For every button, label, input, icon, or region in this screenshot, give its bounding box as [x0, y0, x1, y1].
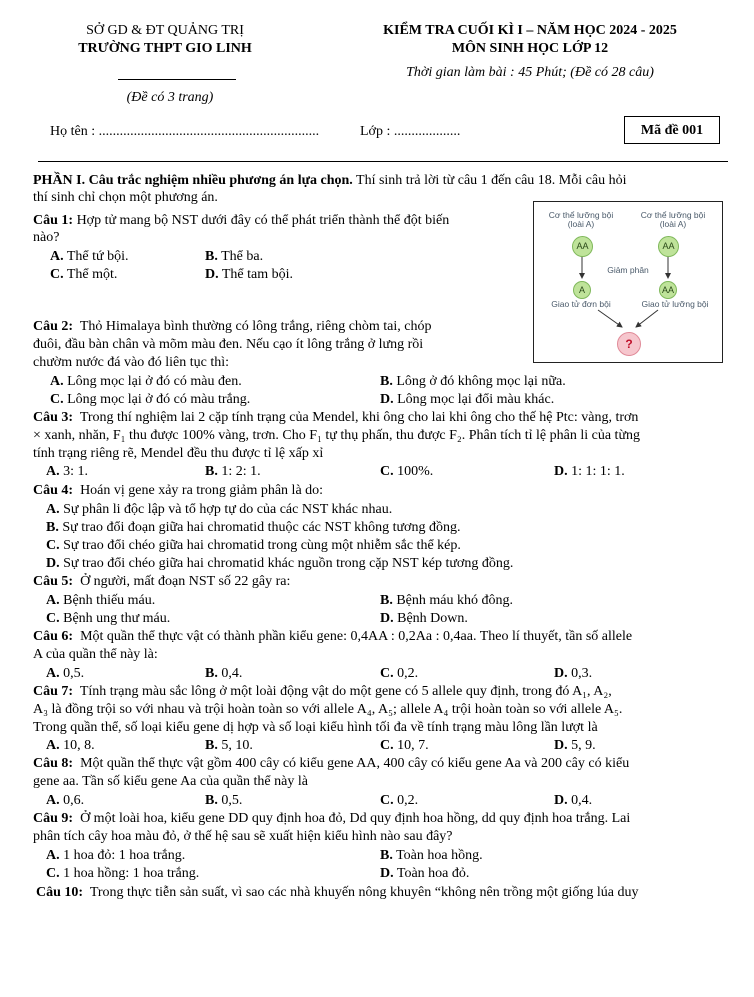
q7-option-b-text: 5, 10.: [217, 738, 253, 753]
q5-text-1: Ở người, mất đoạn NST số 22 gây ra:: [80, 574, 291, 589]
q2-option-c[interactable]: [50, 391, 250, 408]
q3-number: Câu 3:: [33, 410, 74, 425]
q8-text-2: gene aa. Tần số kiểu gene Aa của quần thể này là: [33, 774, 308, 789]
q4-option-a-text: Sự phân li độc lập và tổ hợp tự do của các NST khác nhau.: [59, 502, 393, 517]
q4-option-c-label: C.: [46, 538, 60, 553]
q8-option-d-text: 0,4.: [567, 793, 593, 808]
q3-option-a-label: A.: [46, 464, 60, 479]
q8-option-c[interactable]: [380, 792, 418, 809]
q7-line1: [33, 683, 723, 700]
q8-line1: [33, 755, 723, 772]
diagram-left-top: Cơ thể lưỡng bội: [548, 210, 614, 220]
q7-option-a[interactable]: [46, 737, 95, 754]
q3-option-c-label: C.: [380, 464, 394, 479]
diagram-zygote-unknown: [617, 332, 641, 356]
q1-option-b[interactable]: [205, 248, 263, 265]
q6-number: Câu 6:: [33, 629, 74, 644]
name-field: Họ tên : ...............................................................: [50, 124, 320, 139]
q5-line1: [33, 573, 723, 590]
q2-option-d-text: Lông mọc lại đổi màu khác.: [393, 392, 555, 407]
q10-number: Câu 10:: [36, 885, 84, 900]
q7-option-b-label: B.: [205, 738, 218, 753]
q3-option-d-text: 1: 1: 1: 1.: [567, 464, 625, 479]
q2-option-a[interactable]: [50, 373, 242, 390]
header-dept: SỞ GD & ĐT QUẢNG TRỊ: [86, 23, 244, 38]
q4-number: Câu 4:: [33, 483, 74, 498]
q3-text-2: × xanh, nhăn, F₁ thu được 100% vàng, trơn. Cho F₁ tự thụ phấn, thu được F₂. Phân tích tỉ lệ phân li của từng: [33, 428, 641, 443]
q1-option-a-text: Thể tứ bội.: [63, 249, 129, 264]
q6-option-c-text: 0,2.: [393, 666, 419, 681]
q7-option-d[interactable]: [554, 737, 596, 754]
q7-option-c-text: 10, 7.: [393, 738, 429, 753]
header-rule: [38, 161, 728, 162]
q5-option-d-text: Bệnh Down.: [393, 611, 468, 626]
q4-option-b-label: B.: [46, 520, 59, 535]
q2-number: Câu 2:: [33, 319, 74, 334]
q1-text-2: nào?: [33, 230, 60, 245]
q1-option-b-text: Thể ba.: [217, 249, 264, 264]
header-divider: [118, 79, 236, 80]
q7-option-a-text: 10, 8.: [59, 738, 95, 753]
q9-option-c-label: C.: [46, 866, 60, 881]
q9-text-2: phân tích cây hoa màu đỏ, ở thế hệ sau sẽ xuất hiện kiểu hình nào sau đây?: [33, 829, 453, 844]
q10-text-1: Trong thực tiễn sản suất, vì sao các nhà khuyến nông khuyên “không nên trồng một giống lúa duy: [89, 885, 639, 900]
part1-title: PHẦN I. Câu trắc nghiệm nhiều phương án lựa chọn.: [33, 173, 353, 188]
q7-option-b[interactable]: [205, 737, 253, 754]
q1-option-c-label: C.: [50, 267, 64, 282]
q9-option-a-text: 1 hoa đỏ: 1 hoa trắng.: [59, 848, 186, 863]
q8-option-b-label: B.: [205, 793, 218, 808]
diagram-gamete-a-left-label: A: [578, 284, 585, 295]
diagram-cell-aa-right-label: AA: [662, 241, 675, 251]
q2-option-d[interactable]: [380, 391, 554, 408]
q3-text-3: tính trạng riêng rẽ, Mendel đều thu được tỉ lệ xấp xỉ: [33, 446, 324, 461]
q1-option-c[interactable]: [50, 266, 117, 283]
q6-option-d-text: 0,3.: [567, 666, 593, 681]
q2-text-3: chườm nước đá vào đó liên tục thì:: [33, 355, 229, 370]
q7-text-3: Trong quần thể, số loại kiểu gene dị hợp và số loại kiểu hình tối đa về tính trạng màu lông lần lượt là: [33, 720, 598, 735]
q3-option-c-text: 100%.: [393, 464, 434, 479]
q9-option-d-label: D.: [380, 866, 394, 881]
exam-subject: MÔN SINH HỌC LỚP 12: [451, 41, 609, 56]
part1-instruction-a: Thí sinh trả lời từ câu 1 đến câu 18. Mỗi câu hỏi: [352, 173, 627, 188]
q4-line1: [33, 482, 723, 499]
diagram-right-top: Cơ thể lưỡng bội: [640, 210, 706, 220]
q1-option-a[interactable]: [50, 248, 129, 265]
part1-instruction-b: thí sinh chỉ chọn một phương án.: [33, 190, 218, 205]
q2-option-c-label: C.: [50, 392, 64, 407]
q8-option-d[interactable]: [554, 792, 592, 809]
q2-option-a-label: A.: [50, 374, 64, 389]
q1-line1: [33, 212, 528, 229]
q4-option-c-text: Sự trao đổi chéo giữa hai chromatid trong cùng một nhiễm sắc thể kép.: [59, 538, 461, 553]
q9-number: Câu 9:: [33, 811, 74, 826]
q6-option-d-label: D.: [554, 666, 568, 681]
part1-line1: [33, 172, 723, 189]
q2-option-c-text: Lông mọc lại ở đó có màu trắng.: [63, 392, 251, 407]
q7-option-a-label: A.: [46, 738, 60, 753]
q5-option-a-text: Bệnh thiếu máu.: [59, 593, 156, 608]
q6-option-a[interactable]: [46, 665, 84, 682]
q1-option-b-label: B.: [205, 249, 218, 264]
diagram-gamete-right-label: Giao tử lưỡng bội: [641, 299, 709, 309]
q5-option-c-text: Bệnh ung thư máu.: [59, 611, 171, 626]
q9-text-1: Ở một loài hoa, kiểu gene DD quy định hoa đỏ, Dd quy định hoa hồng, dd quy định hoa trắng. Lai: [80, 811, 631, 826]
header-school: TRƯỜNG THPT GIO LINH: [78, 41, 252, 56]
q2-option-b[interactable]: [380, 373, 566, 390]
q6-option-c[interactable]: [380, 665, 418, 682]
q7-option-d-label: D.: [554, 738, 568, 753]
q3-option-c[interactable]: [380, 463, 433, 480]
q2-text-2: đuôi, đầu bàn chân và mõm màu đen. Nếu cạo ít lông trắng ở lưng rồi: [33, 337, 424, 352]
exam-time: Thời gian làm bài : 45 Phút; (Đề có 28 câu): [406, 65, 654, 80]
q9-option-d-text: Toàn hoa đỏ.: [393, 866, 470, 881]
diagram-gamete-aa-right: [659, 281, 677, 299]
q3-option-d-label: D.: [554, 464, 568, 479]
q2-option-b-text: Lông ở đó không mọc lại nữa.: [392, 374, 566, 389]
q4-option-a-label: A.: [46, 502, 60, 517]
q1-text-1: Hợp tử mang bộ NST dưới đây có thể phát triển thành thể đột biến: [76, 213, 450, 228]
q7-text-2: A₃ là đồng trội so với nhau và trội hoàn toàn so với allele A₄, A₅; allele A₄ trội hoàn toàn so với allele A₅.: [33, 702, 623, 717]
q4-option-a[interactable]: [46, 501, 392, 518]
q9-option-b-text: Toàn hoa hồng.: [392, 848, 483, 863]
q6-option-a-label: A.: [46, 666, 60, 681]
q3-option-d[interactable]: [554, 463, 625, 480]
q9-option-c[interactable]: [46, 865, 199, 882]
q3-option-b[interactable]: [205, 463, 261, 480]
q1-option-d-label: D.: [205, 267, 219, 282]
q8-number: Câu 8:: [33, 756, 74, 771]
q6-line1: [33, 628, 723, 645]
q5-option-c-label: C.: [46, 611, 60, 626]
q8-option-a[interactable]: [46, 792, 84, 809]
q4-option-d[interactable]: [46, 555, 513, 572]
q4-option-b[interactable]: [46, 519, 460, 536]
q9-option-a[interactable]: [46, 847, 185, 864]
q3-option-b-label: B.: [205, 464, 218, 479]
exam-code: Mã đề 001: [640, 122, 704, 138]
q9-line1: [33, 810, 723, 827]
q9-option-c-text: 1 hoa hồng: 1 hoa trắng.: [59, 866, 200, 881]
q5-option-d[interactable]: [380, 610, 468, 627]
q9-option-b-label: B.: [380, 848, 393, 863]
diagram-right-sub: (loài A): [659, 219, 687, 229]
q8-option-b[interactable]: [205, 792, 242, 809]
q7-option-c-label: C.: [380, 738, 394, 753]
q3-option-a-text: 3: 1.: [59, 464, 89, 479]
exam-title: KIỂM TRA CUỐI KÌ I – NĂM HỌC 2024 - 2025: [383, 23, 677, 38]
q9-option-d[interactable]: [380, 865, 469, 882]
q8-option-c-text: 0,2.: [393, 793, 419, 808]
q5-option-b-text: Bệnh máu khó đông.: [392, 593, 513, 608]
q1-option-a-label: A.: [50, 249, 64, 264]
q4-option-b-text: Sự trao đổi đoạn giữa hai chromatid thuộc các NST không tương đồng.: [58, 520, 461, 535]
class-field: Lớp : ...................: [360, 124, 461, 139]
q9-option-a-label: A.: [46, 848, 60, 863]
meiosis-diagram: [533, 201, 723, 363]
q6-text-2: A của quần thể này là:: [33, 647, 158, 662]
q1-option-d-text: Thể tam bội.: [218, 267, 294, 282]
q7-text-1: Tính trạng màu sắc lông ở một loài động vật do một gene có 5 allele quy định, trong đó A₁, A₂,: [79, 684, 612, 699]
q5-number: Câu 5:: [33, 574, 74, 589]
q5-option-b-label: B.: [380, 593, 393, 608]
q2-text-1: Thỏ Himalaya bình thường có lông trắng, riêng chòm tai, chóp: [79, 319, 432, 334]
q6-option-b[interactable]: [205, 665, 242, 682]
diagram-left-sub: (loài A): [567, 219, 595, 229]
q1-number: Câu 1:: [33, 213, 74, 228]
q2-line1: [33, 318, 528, 335]
diagram-cell-aa-left-label: AA: [576, 241, 589, 251]
q3-option-a[interactable]: [46, 463, 88, 480]
q2-option-d-label: D.: [380, 392, 394, 407]
q4-option-d-text: Sự trao đổi chéo giữa hai chromatid khác nguồn trong cặp NST kép tương đồng.: [59, 556, 514, 571]
q8-option-a-text: 0,6.: [59, 793, 85, 808]
q7-option-d-text: 5, 9.: [567, 738, 596, 753]
q8-option-a-label: A.: [46, 793, 60, 808]
q3-line1: [33, 409, 723, 426]
q6-text-1: Một quần thể thực vật có thành phần kiểu gene: 0,4AA : 0,2Aa : 0,4aa. Theo lí thuyết, tần số allele: [80, 629, 633, 644]
header-pages: (Đề có 3 trang): [126, 90, 214, 105]
q6-option-d[interactable]: [554, 665, 592, 682]
q7-option-c[interactable]: [380, 737, 429, 754]
q6-option-b-label: B.: [205, 666, 218, 681]
q8-option-d-label: D.: [554, 793, 568, 808]
q5-option-c[interactable]: [46, 610, 170, 627]
q1-option-d[interactable]: [205, 266, 293, 283]
q4-option-d-label: D.: [46, 556, 60, 571]
q5-option-d-label: D.: [380, 611, 394, 626]
q6-option-c-label: C.: [380, 666, 394, 681]
q4-text-1: Hoán vị gene xảy ra trong giảm phân là do:: [80, 483, 324, 498]
q1-option-c-text: Thể một.: [63, 267, 118, 282]
q9-option-b[interactable]: [380, 847, 483, 864]
q2-option-a-text: Lông mọc lại ở đó có màu đen.: [63, 374, 242, 389]
q2-option-b-label: B.: [380, 374, 393, 389]
q5-option-a-label: A.: [46, 593, 60, 608]
q4-option-c[interactable]: [46, 537, 461, 554]
q10-line1: [36, 884, 726, 901]
exam-code-box: [624, 116, 720, 144]
q5-option-a[interactable]: [46, 592, 155, 609]
diagram-zygote-unknown-label: ?: [625, 336, 633, 351]
q5-option-b[interactable]: [380, 592, 513, 609]
q8-text-1: Một quần thể thực vật gồm 400 cây có kiểu gene AA, 400 cây có kiểu gene Aa và 200 cây có kiểu: [80, 756, 630, 771]
q3-text-1: Trong thí nghiệm lai 2 cặp tính trạng của Mendel, khi ông cho lai khi ông cho thế hệ Ptc: vàng, trơn: [79, 410, 639, 425]
q8-option-c-label: C.: [380, 793, 394, 808]
q7-number: Câu 7:: [33, 684, 74, 699]
diagram-process: Giảm phân: [607, 265, 649, 275]
q3-option-b-text: 1: 2: 1.: [217, 464, 261, 479]
diagram-gamete-left-label: Giao tử đơn bội: [551, 299, 611, 309]
q6-option-b-text: 0,4.: [217, 666, 243, 681]
diagram-gamete-aa-right-label: AA: [661, 284, 674, 295]
q6-option-a-text: 0,5.: [59, 666, 85, 681]
q8-option-b-text: 0,5.: [217, 793, 243, 808]
diagram-gamete-a-left: [573, 281, 591, 299]
